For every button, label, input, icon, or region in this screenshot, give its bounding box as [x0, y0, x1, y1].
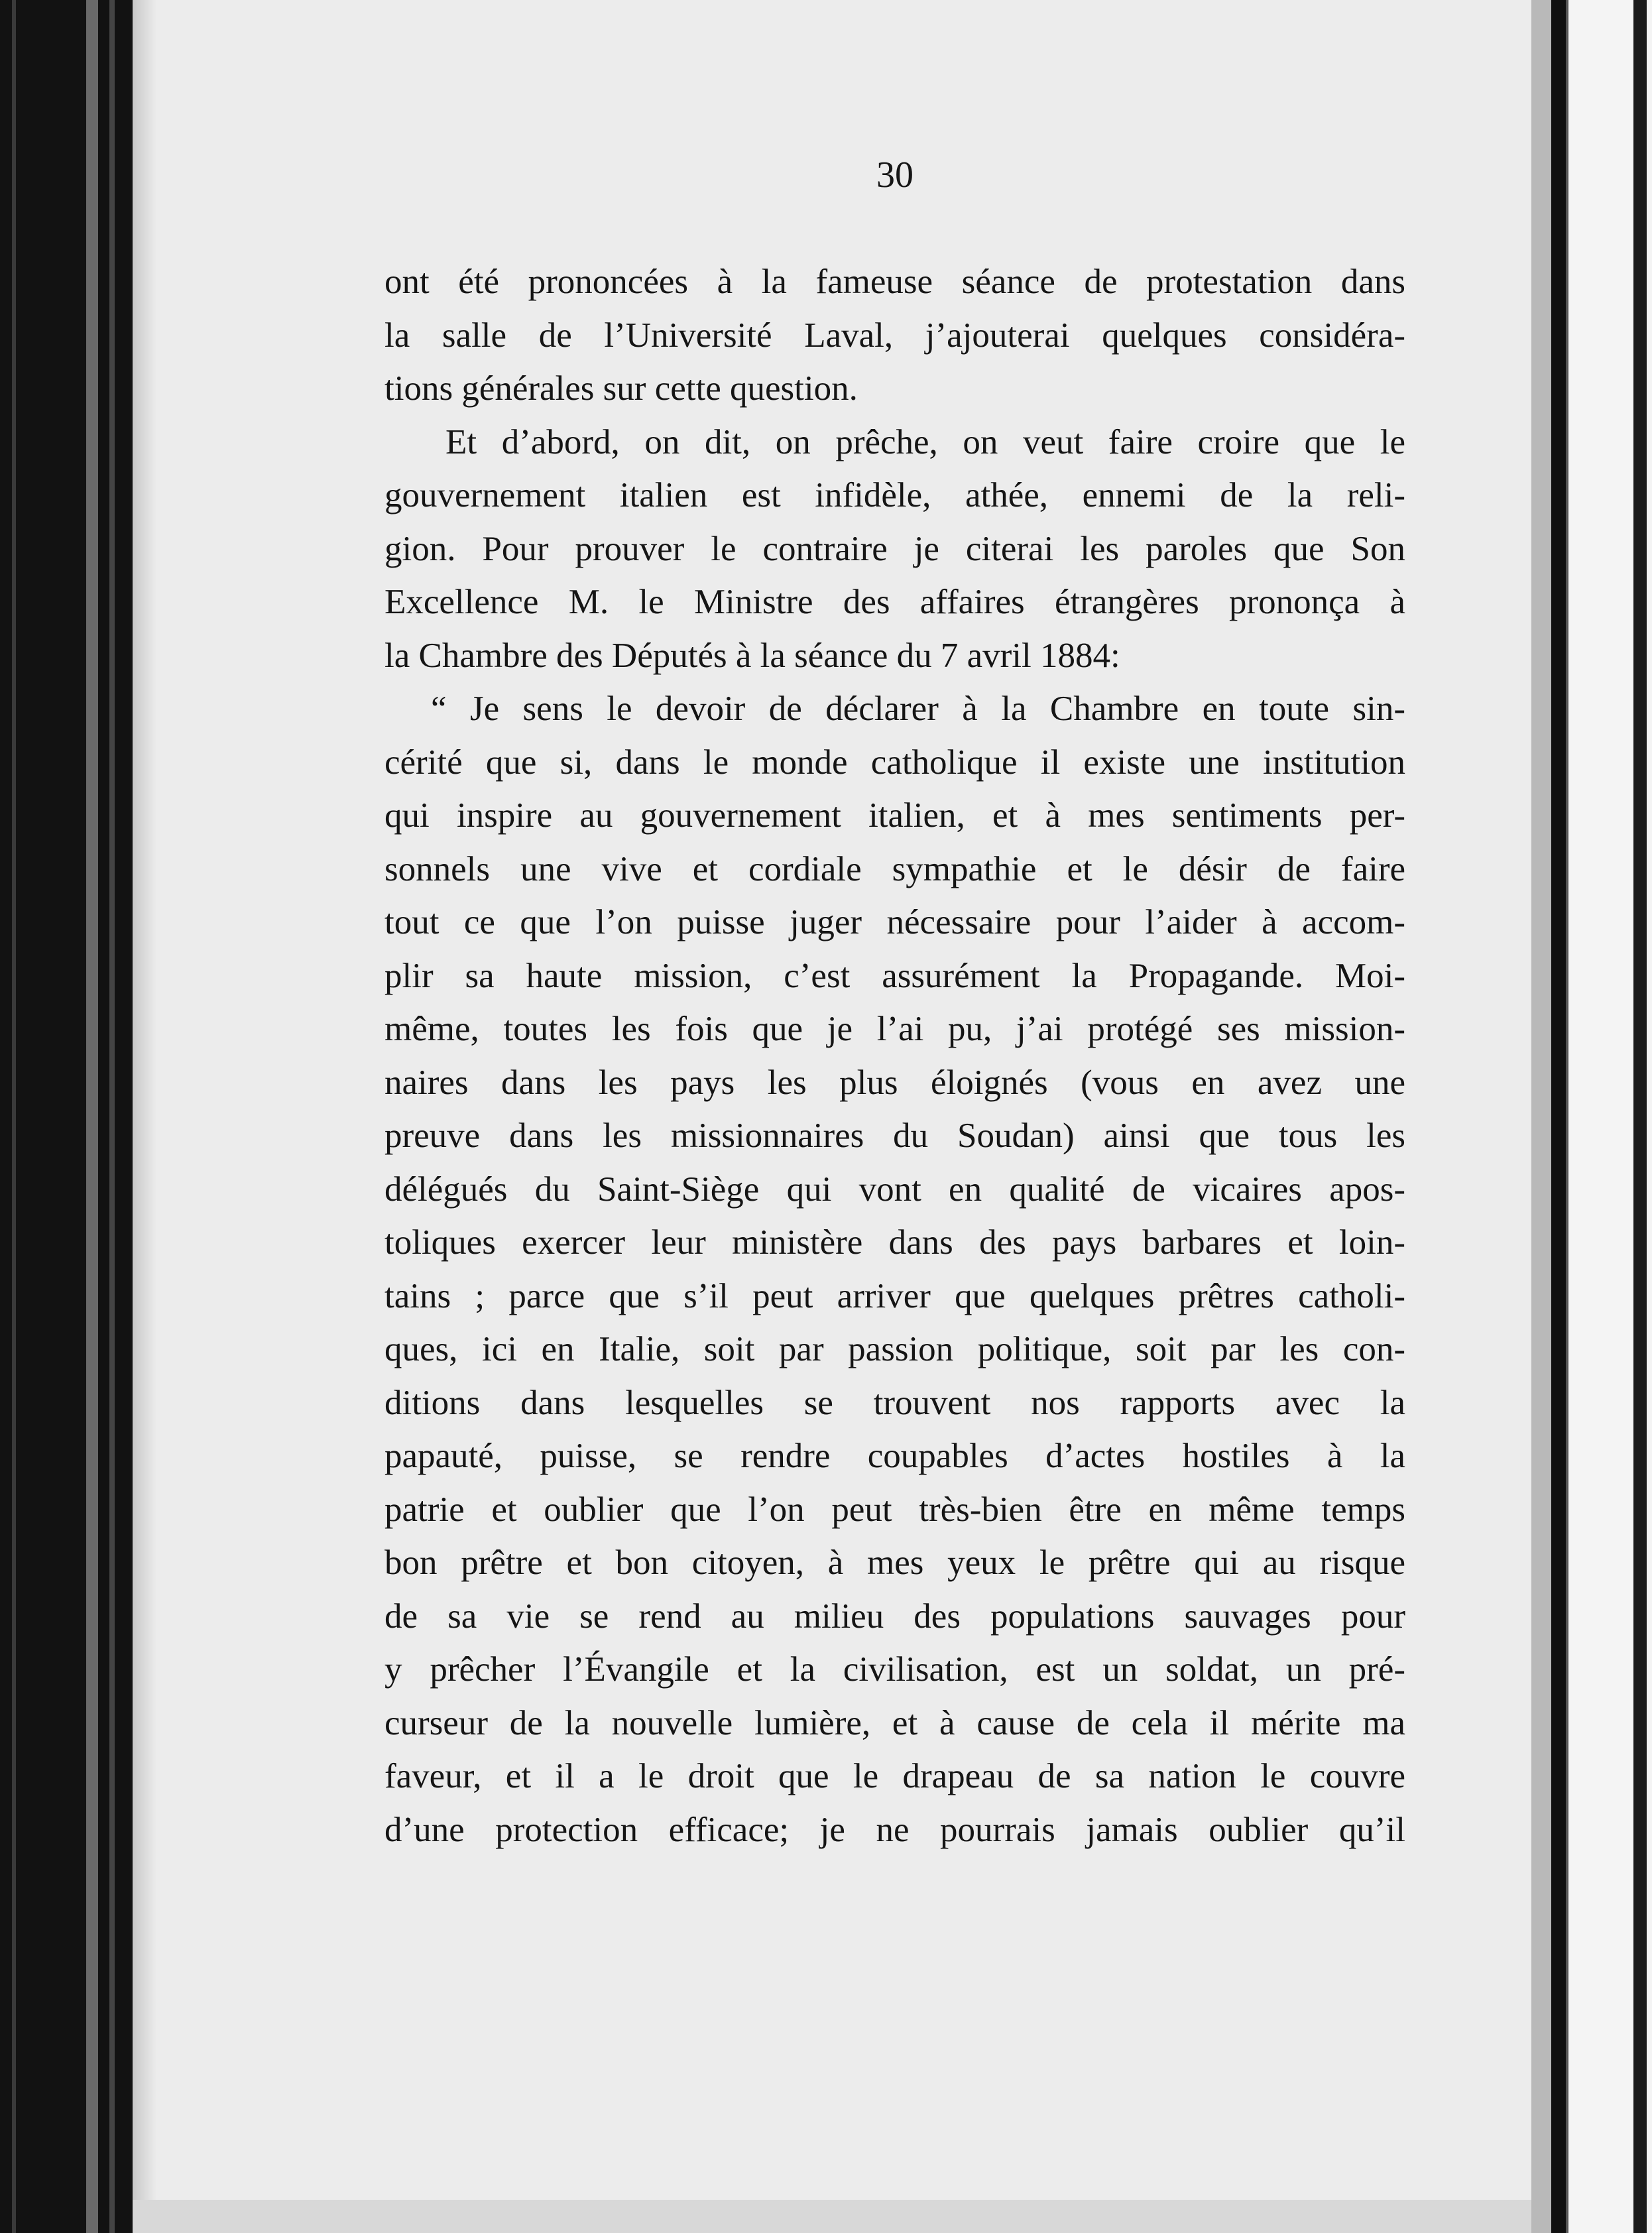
- page-right-gutter: [1531, 0, 1551, 2233]
- binding-stripe: [109, 0, 115, 2233]
- text-line: qui inspire au gouvernement italien, et à mes sentiments per-: [384, 796, 1405, 835]
- binding-stripe: [86, 0, 98, 2233]
- text-line: Et d’abord, on dit, on prêche, on veut faire croire que le: [445, 422, 1405, 461]
- binding-stripe: [12, 0, 16, 2233]
- text-line: bon prêtre et bon citoyen, à mes yeux le prêtre qui au risque: [384, 1543, 1405, 1582]
- next-page-edge: [1566, 0, 1568, 2233]
- text-line: ditions dans lesquelles se trouvent nos rapports avec la: [384, 1383, 1405, 1422]
- next-page-border: [1633, 0, 1647, 2233]
- text-line: toliques exercer leur ministère dans des pays barbares et loin-: [384, 1223, 1405, 1262]
- text-line: ques, ici en Italie, soit par passion politique, soit par les con-: [384, 1330, 1405, 1368]
- text-line: la Chambre des Députés à la séance du 7 avril 1884:: [384, 636, 1120, 675]
- scan-bottom-edge: [133, 2200, 1531, 2233]
- text-line: gouvernement italien est infidèle, athée, ennemi de la reli-: [384, 476, 1405, 514]
- page-gutter-shade: [133, 0, 156, 2233]
- text-line: la salle de l’Université Laval, j’ajouterai quelques considéra-: [384, 316, 1405, 355]
- text-line: ont été prononcées à la fameuse séance de protestation dans: [384, 263, 1405, 301]
- text-line: tout ce que l’on puisse juger nécessaire pour l’aider à accom-: [384, 903, 1405, 941]
- book-binding-left: [0, 0, 133, 2233]
- text-line: cérité que si, dans le monde catholique il existe une institution: [384, 743, 1405, 782]
- page-body-text: [384, 255, 1405, 1856]
- page-number: 30: [876, 154, 914, 196]
- text-line: curseur de la nouvelle lumière, et à cause de cela il mérite ma: [384, 1703, 1405, 1742]
- text-line: tions générales sur cette question.: [384, 369, 858, 408]
- text-line: faveur, et il a le droit que le drapeau de sa nation le couvre: [384, 1757, 1405, 1795]
- text-line: Excellence M. le Ministre des affaires étrangères prononça à: [384, 583, 1405, 621]
- text-line: naires dans les pays les plus éloignés (vous en avez une: [384, 1063, 1405, 1102]
- next-page-sliver: [1566, 0, 1652, 2233]
- text-line: tains ; parce que s’il peut arriver que quelques prêtres catholi-: [384, 1276, 1405, 1315]
- text-line: même, toutes les fois que je l’ai pu, j’ai protégé ses mission-: [384, 1010, 1405, 1048]
- text-line: de sa vie se rend au milieu des populations sauvages pour: [384, 1597, 1405, 1636]
- text-line: papauté, puisse, se rendre coupables d’actes hostiles à la: [384, 1437, 1405, 1475]
- text-line: sonnels une vive et cordiale sympathie et le désir de faire: [384, 849, 1405, 888]
- text-line: délégués du Saint-Siège qui vont en qualité de vicaires apos-: [384, 1170, 1405, 1209]
- page-right-edge: [1551, 0, 1566, 2233]
- text-line: “ Je sens le devoir de déclarer à la Chambre en toute sin-: [431, 690, 1405, 728]
- text-line: y prêcher l’Évangile et la civilisation, est un soldat, un pré-: [384, 1650, 1405, 1689]
- text-line: preuve dans les missionnaires du Soudan) ainsi que tous les: [384, 1116, 1405, 1155]
- text-line: gion. Pour prouver le contraire je citerai les paroles que Son: [384, 529, 1405, 568]
- text-line: d’une protection efficace; je ne pourrais jamais oublier qu’il: [384, 1810, 1405, 1849]
- text-line: plir sa haute mission, c’est assurément la Propagande. Moi-: [384, 956, 1405, 995]
- text-line: patrie et oublier que l’on peut très-bien être en même temps: [384, 1490, 1405, 1529]
